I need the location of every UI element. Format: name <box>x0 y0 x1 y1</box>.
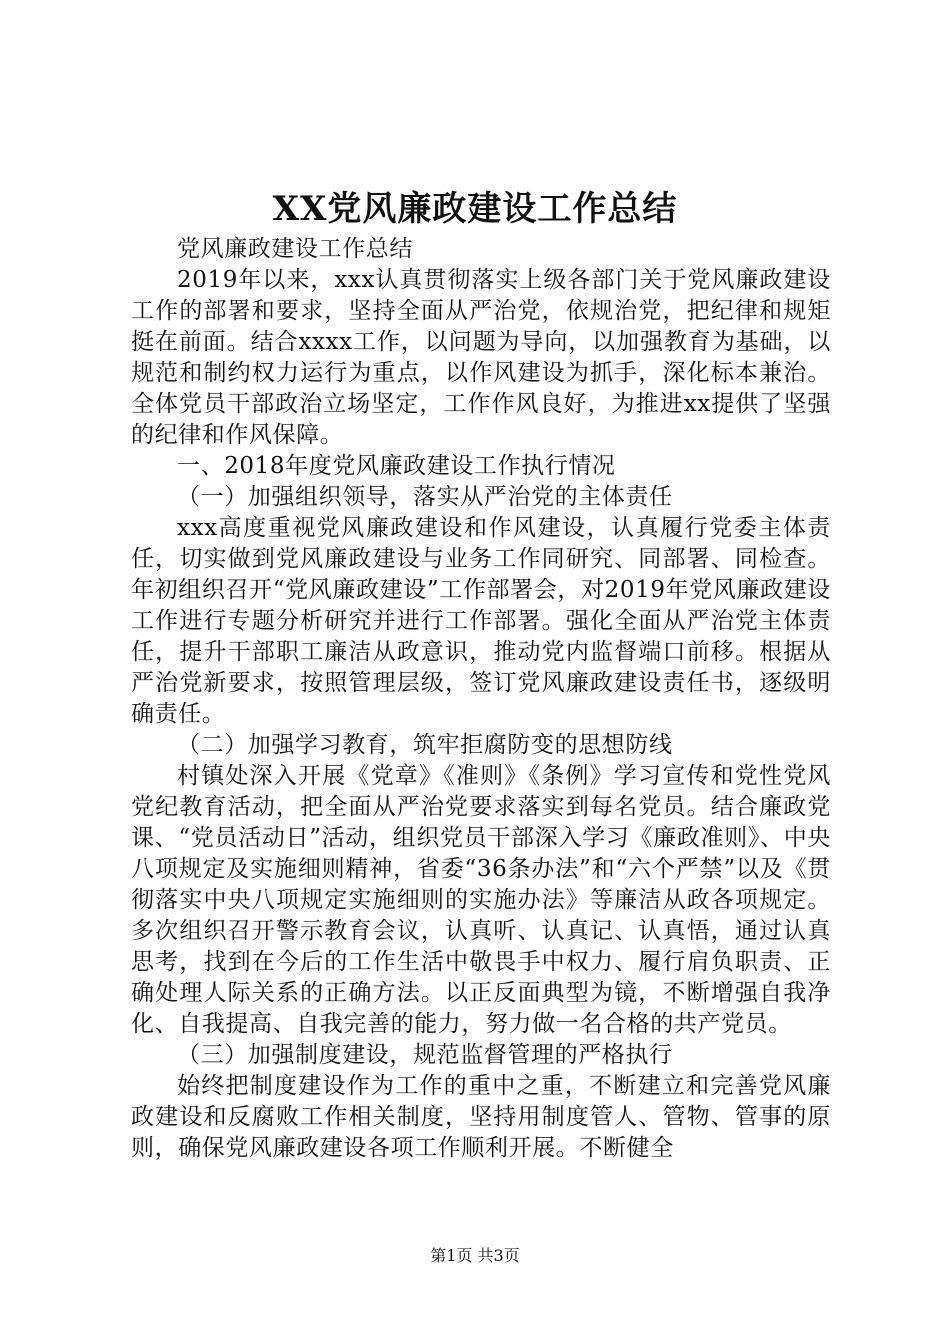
section-heading: 一、2018年度党风廉政建设工作执行情况 <box>177 453 616 479</box>
body-paragraph-2: 村镇处深入开展《党章》《准则》《条例》学习宣传和党性党风党纪教育活动，把全面从严治党要求落实到每名党员。结合廉政党课、“党员活动日”活动，组织党员干部深入学习《廉政准则》、中央八项规定及实施细则精神，省委“36条办法”和“六个严禁”以及《贯彻落实中央八项规定实施细则的实施办法》等廉洁从政各项规定。多次组织召开警示教育会议，认真听、认真记、认真悟，通过认真思考，找到在今后的工作生活中敬畏手中权力、履行肩负职责、正确处理人际关系的正确方法。以正反面典型为镜，不断增强自我净化、自我提高、自我完善的能力，努力做一名合格的共产党员。 <box>131 763 831 1037</box>
document-title: XX党风廉政建设工作总结 <box>272 189 678 229</box>
subsection-heading-1: （一）加强组织领导，落实从严治党的主体责任 <box>177 484 673 510</box>
subtitle-paragraph: 党风廉政建设工作总结 <box>177 236 413 262</box>
intro-paragraph: 2019年以来，xxx认真贯彻落实上级各部门关于党风廉政建设工作的部署和要求，坚持全面从严治党，依规治党，把纪律和规矩挺在前面。结合xxxx工作，以问题为导向，以加强教育为基础，以规范和制约权力运行为重点，以作风建设为抓手，深化标本兼治。全体党员干部政治立场坚定，工作作风良好，为推进xx提供了坚强的纪律和作风保障。 <box>131 267 831 448</box>
body-paragraph-1: xxx高度重视党风廉政建设和作风建设，认真履行党委主体责任，切实做到党风廉政建设与业务工作同研究、同部署、同检查。年初组织召开“党风廉政建设”工作部署会，对2019年党风廉政建设工作进行专题分析研究并进行工作部署。强化全面从严治党主体责任，提升干部职工廉洁从政意识，推动党内监督端口前移。根据从严治党新要求，按照管理层级，签订党风廉政建设责任书，逐级明确责任。 <box>131 515 831 727</box>
page-footer: 第1页 共3页 <box>430 1246 520 1265</box>
subsection-heading-2: （二）加强学习教育，筑牢拒腐防变的思想防线 <box>177 732 673 758</box>
document-body <box>131 234 831 1164</box>
body-paragraph-3: 始终把制度建设作为工作的重中之重，不断建立和完善党风廉政建设和反腐败工作相关制度，坚持用制度管人、管物、管事的原则，确保党风廉政建设各项工作顺利开展。不断健全 <box>131 1073 831 1161</box>
subsection-heading-3: （三）加强制度建设，规范监督管理的严格执行 <box>177 1042 673 1068</box>
